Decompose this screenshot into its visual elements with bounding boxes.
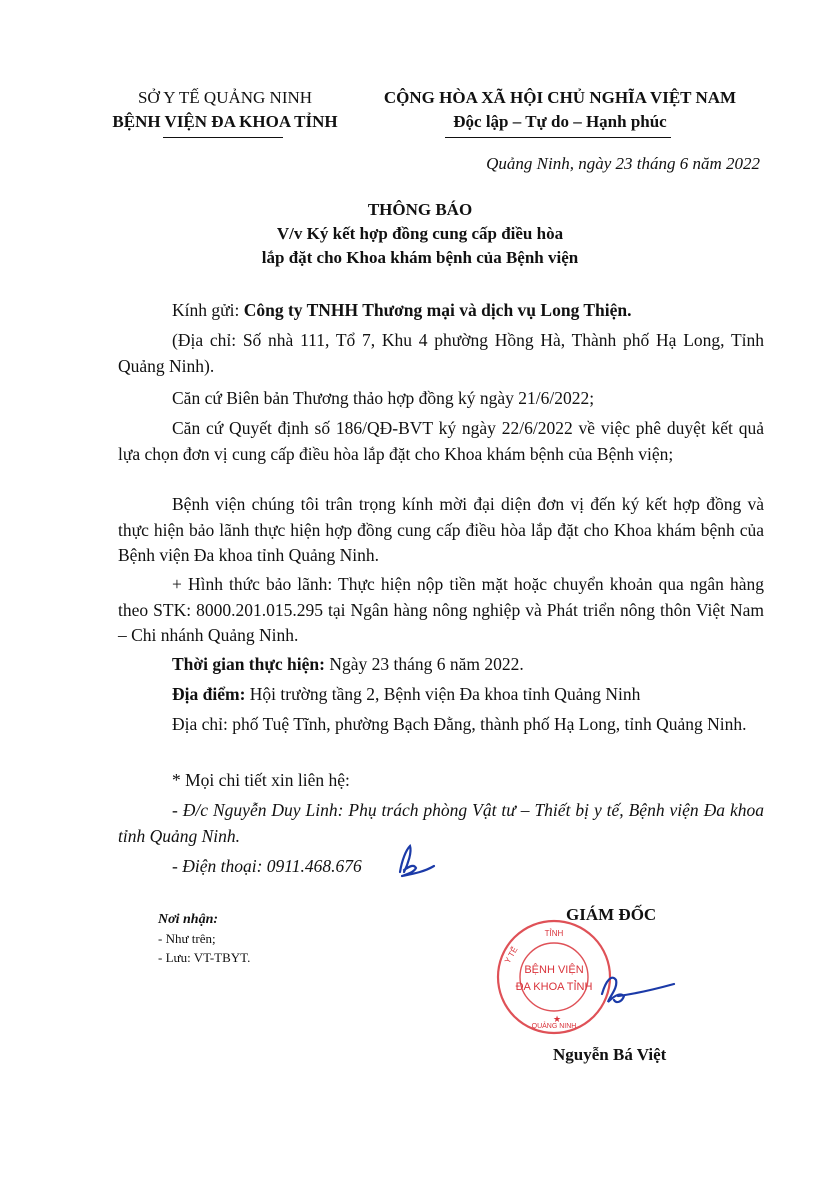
contact-person: - Đ/c Nguyễn Duy Linh: Phụ trách phòng Vật tư – Thiết bị y tế, Bệnh viện Đa khoa tỉnh Quảng Ninh. (118, 800, 764, 846)
guarantee-paragraph: + Hình thức bảo lãnh: Thực hiện nộp tiền mặt hoặc chuyển khoản qua ngân hàng theo STK: 8000.201.015.295 tại Ngân hàng nông nghiệp và Phát triển nông thôn Việt Nam – Chi nhánh Quảng Ninh. (118, 574, 764, 645)
place-line (118, 682, 764, 708)
signer-name: Nguyễn Bá Việt (553, 1045, 667, 1064)
motto-underline (445, 137, 671, 138)
time-label: Thời gian thực hiện: (172, 654, 325, 674)
initial-mark-icon (392, 842, 438, 880)
greeting (118, 298, 764, 324)
issuing-org: BỆNH VIỆN ĐA KHOA TỈNH (112, 112, 338, 131)
invitation-paragraph: Bệnh viện chúng tôi trân trọng kính mời đại diện đơn vị đến ký kết hợp đồng và thực hiện bảo lãnh thực hiện hợp đồng cung cấp điều hòa lắp đặt cho Khoa khám bệnh của Bệnh viện Đa khoa tỉnh Quảng Ninh. (118, 494, 764, 565)
time-value: Ngày 23 tháng 6 năm 2022. (324, 654, 524, 674)
svg-text:★: ★ (553, 1014, 562, 1024)
basis-minutes: Căn cứ Biên bản Thương thảo hợp đồng ký ngày 21/6/2022; (172, 388, 595, 408)
contact-phone: - Điện thoại: 0911.468.676 (172, 856, 362, 876)
issue-date: Quảng Ninh, ngày 23 tháng 6 năm 2022 (486, 154, 760, 173)
document-subject-line1: V/v Ký kết hợp đồng cung cấp điều hòa (276, 224, 564, 243)
recipient-company: Công ty TNHH Thương mại và dịch vụ Long Thiện. (243, 300, 632, 320)
org-underline (163, 137, 283, 138)
national-title: CỘNG HÒA XÃ HỘI CHỦ NGHĨA VIỆT NAM (383, 88, 737, 107)
document-subject-line2: lắp đặt cho Khoa khám bệnh của Bệnh viện (261, 248, 579, 267)
recipients-label: Nơi nhận: (158, 912, 219, 927)
issuing-org-block (80, 86, 370, 134)
greeting-label: Kính gửi: (172, 300, 244, 320)
document-title: THÔNG BÁO (367, 200, 473, 219)
company-address: (Địa chỉ: Số nhà 111, Tổ 7, Khu 4 phường Hồng Hà, Thành phố Hạ Long, Tỉnh Quảng Ninh). (118, 330, 764, 376)
place-address: Địa chỉ: phố Tuệ Tĩnh, phường Bạch Đằng, thành phố Hạ Long, tỉnh Quảng Ninh. (172, 714, 747, 734)
basis-decision: Căn cứ Quyết định số 186/QĐ-BVT ký ngày 22/6/2022 về việc phê duyệt kết quả lựa chọn đơn vị cung cấp điều hòa lắp đặt cho Khoa khám bệnh của Bệnh viện; (118, 418, 764, 464)
stamp-line1: BỆNH VIỆN (524, 964, 584, 976)
national-motto: Độc lập – Tự do – Hạnh phúc (453, 112, 667, 131)
signature-icon (598, 962, 678, 1012)
stamp-ring-top: TỈNH (544, 929, 564, 938)
parent-org: SỞ Y TẾ QUẢNG NINH (137, 88, 313, 107)
national-motto-block (360, 86, 760, 134)
stamp-ring-bottom: QUẢNG NINH (531, 1023, 577, 1030)
place-label: Địa điểm: (172, 684, 246, 704)
place-value: Hội trường tầng 2, Bệnh viện Đa khoa tỉnh Quảng Ninh (245, 684, 641, 704)
stamp-line2: ĐA KHOA TỈNH (515, 981, 593, 993)
time-line (118, 652, 764, 678)
recipient-item: - Như trên; (158, 931, 216, 946)
contact-intro: * Mọi chi tiết xin liên hệ: (172, 770, 350, 790)
official-stamp-icon (495, 918, 613, 1036)
signer-title: GIÁM ĐỐC (566, 905, 657, 924)
recipient-item: - Lưu: VT-TBYT. (158, 950, 251, 965)
recipients-block (158, 910, 250, 967)
stamp-ring-left: Y TẾ (502, 945, 520, 965)
